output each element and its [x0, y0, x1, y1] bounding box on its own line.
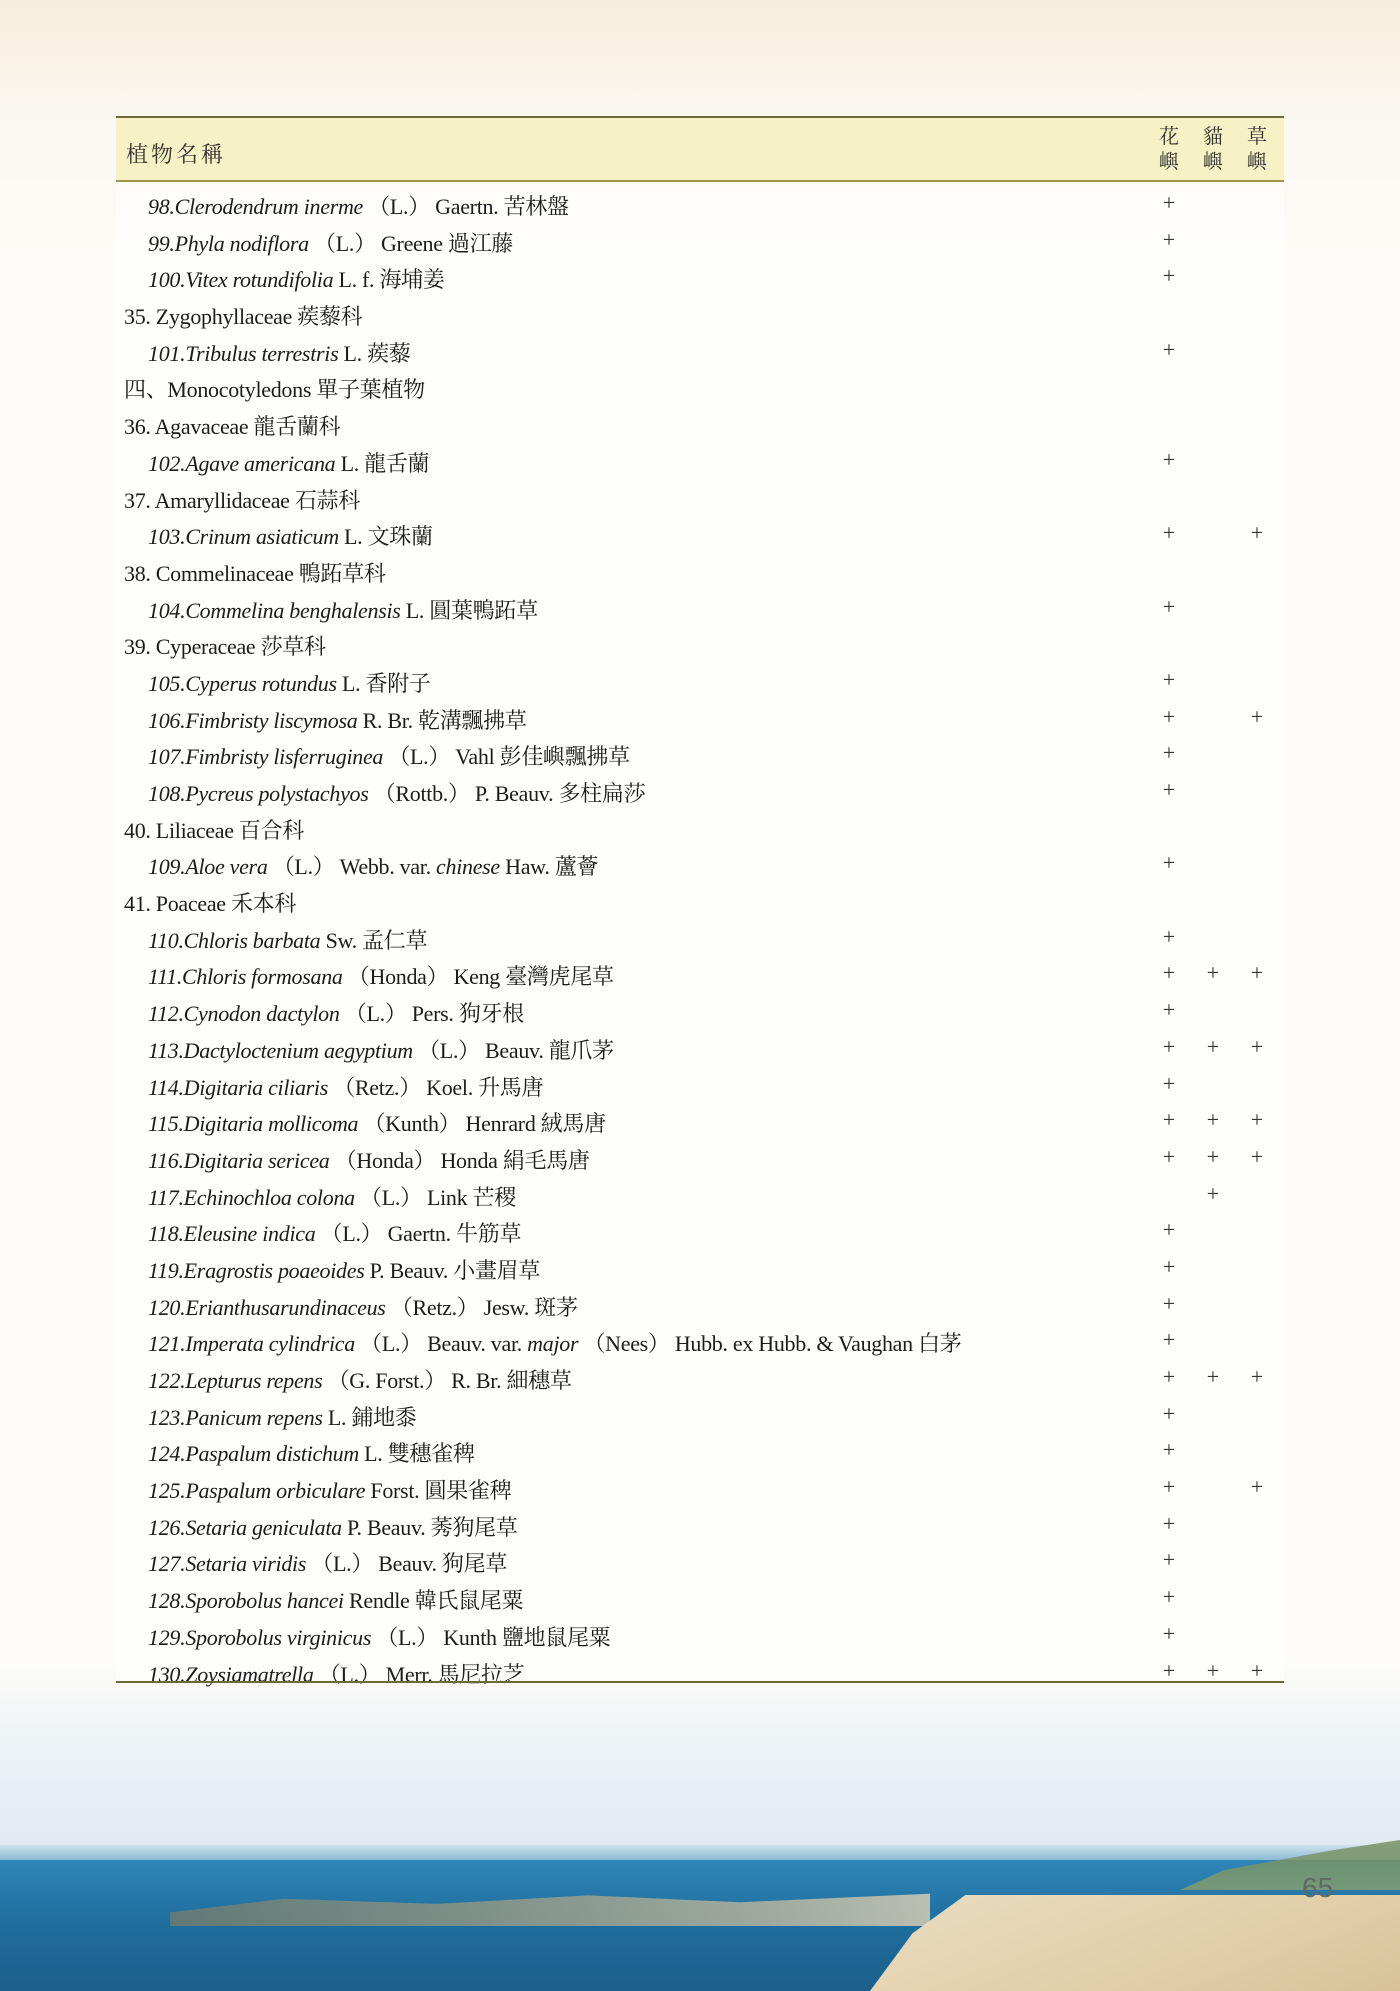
- chinese-name: 斑茅: [534, 1294, 578, 1320]
- species-row: [116, 661, 1284, 698]
- author: （Kunth） Henrard: [363, 1111, 536, 1137]
- family-row: [116, 808, 1284, 845]
- scientific-name: Paspalum distichum: [185, 1441, 359, 1467]
- species-number: 117.: [148, 1184, 184, 1210]
- author: （L.） Webb. var.: [272, 854, 431, 880]
- scientific-name: Cynodon dactylon: [183, 1001, 340, 1027]
- species-row: [116, 221, 1284, 258]
- variety-name: chinese: [436, 854, 500, 880]
- species-row: [116, 1431, 1284, 1468]
- presence-mark-caoyu: +: [1250, 1657, 1264, 1683]
- family-name: 39. Cyperaceae 莎草科: [124, 634, 326, 660]
- scientific-name: Clerodendrum inerme: [174, 194, 364, 219]
- species-name: [148, 594, 538, 625]
- chinese-name: 香附子: [365, 670, 431, 696]
- table-header: [116, 116, 1284, 182]
- chinese-name: 文珠蘭: [367, 524, 433, 550]
- species-number: 106.: [148, 707, 186, 733]
- author: L.: [341, 670, 361, 696]
- author: Forst.: [370, 1478, 420, 1504]
- family-name: 40. Liliaceae 百合科: [124, 817, 304, 843]
- scientific-name: Sporobolus virginicus: [185, 1624, 372, 1650]
- species-row: [116, 1211, 1284, 1248]
- species-row: [116, 1138, 1284, 1175]
- species-name: [148, 740, 630, 771]
- col-header-maoyu: 貓嶼: [1203, 126, 1223, 173]
- scientific-name: Imperata cylindrica: [185, 1331, 355, 1357]
- author: （L.） Link: [360, 1184, 468, 1210]
- presence-mark-huayu: +: [1162, 1400, 1176, 1426]
- presence-mark-huayu: +: [1162, 1364, 1176, 1389]
- family-row: [116, 404, 1284, 441]
- species-number: 105.: [148, 670, 186, 696]
- species-name: [148, 704, 527, 735]
- species-number: 101.: [148, 340, 186, 366]
- species-number: 113.: [148, 1037, 184, 1063]
- presence-mark-huayu: +: [1162, 1437, 1176, 1463]
- presence-mark-huayu: +: [1162, 1253, 1176, 1279]
- scientific-name: Erianthusarundinaceus: [185, 1294, 386, 1320]
- species-name: [148, 924, 427, 955]
- family-row: [116, 478, 1284, 515]
- presence-mark-caoyu: +: [1250, 520, 1264, 546]
- presence-mark-huayu: +: [1162, 263, 1176, 289]
- presence-mark-maoyu: +: [1206, 1180, 1220, 1206]
- presence-mark-huayu: +: [1162, 1620, 1176, 1646]
- author: L.: [340, 450, 359, 476]
- chinese-name: 狗尾草: [441, 1551, 508, 1577]
- family-row: [116, 367, 1284, 404]
- scientific-name: Lepturus repens: [185, 1368, 323, 1393]
- chinese-name: 孟仁草: [362, 927, 428, 953]
- scientific-name: Crinum asiaticum: [185, 524, 339, 550]
- presence-mark-huayu: +: [1162, 1070, 1176, 1096]
- author: （L.） Beauv. var.: [360, 1331, 522, 1357]
- scientific-name: Phyla nodiflora: [174, 230, 309, 256]
- presence-mark-huayu: +: [1162, 226, 1176, 252]
- chinese-name: 細穗草: [506, 1368, 572, 1393]
- author: （L.） Kunth: [376, 1624, 497, 1650]
- species-name: [148, 1511, 517, 1542]
- chinese-name: 過江藤: [447, 230, 513, 256]
- presence-mark-huayu: +: [1162, 1510, 1176, 1536]
- presence-mark-caoyu: +: [1250, 1143, 1264, 1169]
- species-name: [148, 850, 598, 881]
- variety-author: Haw.: [505, 854, 550, 880]
- author: （Rottb.） P. Beauv.: [373, 781, 554, 806]
- scientific-name: Vitex rotundifolia: [185, 267, 334, 293]
- scientific-name: Setaria viridis: [185, 1551, 307, 1577]
- species-name: [148, 1364, 572, 1395]
- species-number: 112.: [148, 1001, 184, 1027]
- author: （L.） Vahl: [388, 744, 495, 770]
- species-row: [116, 1101, 1284, 1138]
- scientific-name: Eleusine indica: [183, 1221, 316, 1247]
- species-number: 103.: [148, 524, 186, 550]
- presence-mark-huayu: +: [1162, 446, 1176, 472]
- presence-mark-huayu: +: [1162, 666, 1176, 692]
- species-row: [116, 991, 1284, 1028]
- col-header-caoyu: 草嶼: [1247, 126, 1267, 173]
- species-row: [116, 1248, 1284, 1285]
- author: L.: [343, 340, 362, 366]
- chinese-name: 芒稷: [472, 1184, 516, 1210]
- author: P. Beauv.: [347, 1514, 426, 1540]
- author: （L.） Gaertn.: [320, 1221, 451, 1247]
- species-name: [148, 1217, 521, 1248]
- chinese-name: 韓氏鼠尾粟: [414, 1588, 524, 1614]
- variety-name: major: [527, 1331, 579, 1357]
- species-number: 124.: [148, 1441, 186, 1467]
- species-row: [116, 1321, 1284, 1358]
- species-name: [148, 1401, 417, 1432]
- family-name: 38. Commelinaceae 鴨跖草科: [124, 560, 386, 586]
- presence-mark-caoyu: +: [1250, 703, 1264, 729]
- species-row: [116, 918, 1284, 955]
- species-name: [148, 1034, 614, 1065]
- species-name: [148, 1291, 578, 1322]
- author: L.: [327, 1404, 347, 1430]
- scientific-name: Digitaria mollicoma: [183, 1111, 359, 1137]
- plant-name-header: 植物名稱: [126, 142, 227, 167]
- species-row: [116, 954, 1284, 991]
- species-name: [148, 1547, 507, 1578]
- species-number: 116.: [148, 1147, 184, 1173]
- species-number: 121.: [148, 1331, 186, 1357]
- presence-mark-huayu: +: [1162, 997, 1176, 1023]
- scientific-name: Fimbristy liscymosa: [185, 707, 358, 733]
- presence-mark-caoyu: +: [1250, 1364, 1264, 1389]
- species-number: 102.: [148, 450, 186, 476]
- presence-mark-huayu: +: [1162, 1327, 1176, 1353]
- scientific-name: Panicum repens: [185, 1404, 323, 1430]
- species-row: [116, 1468, 1284, 1505]
- author: （G. Forst.） R. Br.: [327, 1368, 502, 1393]
- presence-mark-maoyu: +: [1206, 1033, 1220, 1059]
- scientific-name: Sporobolus hancei: [185, 1588, 344, 1614]
- chinese-name: 絨馬唐: [540, 1111, 606, 1137]
- species-name: [148, 1584, 523, 1615]
- species-number: 100.: [148, 267, 186, 293]
- species-number: 115.: [148, 1111, 184, 1137]
- presence-mark-huayu: +: [1162, 1290, 1176, 1316]
- species-number: 127.: [148, 1551, 186, 1577]
- author: （Retz.） Koel.: [333, 1074, 473, 1100]
- chinese-name: 龍舌蘭: [364, 450, 430, 476]
- author: （Honda） Honda: [334, 1147, 498, 1173]
- author: （L.） Beauv.: [311, 1551, 437, 1577]
- presence-mark-huayu: +: [1162, 520, 1176, 546]
- chinese-name: 乾溝飄拂草: [418, 707, 527, 733]
- presence-mark-huayu: +: [1162, 740, 1176, 766]
- presence-mark-huayu: +: [1162, 923, 1176, 949]
- species-name: [148, 777, 645, 808]
- species-row: [116, 1358, 1284, 1395]
- species-row: [116, 441, 1284, 478]
- col-header-huayu: 花嶼: [1159, 126, 1179, 173]
- scientific-name: Chloris barbata: [183, 927, 321, 953]
- scientific-name: Chloris formosana: [182, 964, 343, 990]
- species-name: [148, 190, 569, 221]
- author: （L.） Merr.: [318, 1661, 433, 1687]
- species-row: [116, 1615, 1284, 1652]
- species-row: [116, 1065, 1284, 1102]
- species-name: [148, 1474, 511, 1505]
- chinese-name: 海埔姜: [379, 267, 445, 293]
- presence-mark-huayu: +: [1162, 1143, 1176, 1169]
- presence-mark-huayu: +: [1162, 1657, 1176, 1683]
- family-name: 41. Poaceae 禾本科: [124, 891, 297, 917]
- family-row: [116, 294, 1284, 331]
- species-row: [116, 1028, 1284, 1065]
- author: （Honda） Keng: [347, 964, 501, 990]
- chinese-name: 莠狗尾草: [430, 1514, 518, 1540]
- presence-mark-caoyu: +: [1250, 1033, 1264, 1059]
- species-row: [116, 1541, 1284, 1578]
- species-name: [148, 1327, 961, 1358]
- presence-mark-huayu: +: [1162, 850, 1176, 876]
- species-row: [116, 1395, 1284, 1432]
- chinese-name: 龍爪茅: [548, 1037, 614, 1063]
- chinese-name: 小畫眉草: [453, 1257, 541, 1283]
- chinese-name: 蒺藜: [367, 340, 411, 366]
- presence-mark-caoyu: +: [1250, 960, 1264, 986]
- scientific-name: Echinochloa colona: [183, 1184, 355, 1210]
- scientific-name: Eragrostis poaeoides: [183, 1257, 365, 1283]
- species-number: 99.: [148, 230, 175, 256]
- chinese-name: 苦林盤: [503, 194, 569, 219]
- species-name: [148, 337, 411, 368]
- species-number: 118.: [148, 1221, 184, 1247]
- scientific-name: Cyperus rotundus: [185, 670, 337, 696]
- scientific-name: Tribulus terrestris: [185, 340, 339, 366]
- species-row: [116, 184, 1284, 221]
- family-row: [116, 881, 1284, 918]
- species-number: 120.: [148, 1294, 186, 1320]
- family-name: 35. Zygophyllaceae 蒺藜科: [124, 304, 363, 330]
- beach-decoration: [870, 1895, 1400, 1991]
- author: Sw.: [325, 927, 357, 953]
- scientific-name: Digitaria ciliaris: [183, 1074, 329, 1100]
- chinese-name: 白茅: [918, 1331, 962, 1357]
- species-name: [148, 447, 429, 478]
- author: （L.） Pers.: [344, 1001, 454, 1027]
- scientific-name: Commelina benghalensis: [185, 597, 401, 623]
- species-number: 128.: [148, 1588, 186, 1614]
- chinese-name: 臺灣虎尾草: [505, 964, 614, 990]
- author: L.: [364, 1441, 383, 1467]
- chinese-name: 牛筋草: [456, 1221, 522, 1247]
- author: P. Beauv.: [369, 1257, 449, 1283]
- species-number: 107.: [148, 744, 186, 770]
- family-name: 36. Agavaceae 龍舌蘭科: [124, 414, 341, 440]
- scientific-name: Digitaria sericea: [183, 1147, 330, 1173]
- chinese-name: 狗牙根: [458, 1001, 524, 1027]
- presence-mark-maoyu: +: [1206, 960, 1220, 986]
- author: （L.） Gaertn.: [368, 194, 499, 219]
- species-row: [116, 698, 1284, 735]
- chinese-name: 多柱扁莎: [558, 781, 646, 806]
- scientific-name: Zoysiamatrella: [185, 1661, 314, 1687]
- chinese-name: 鋪地黍: [351, 1404, 417, 1430]
- species-row: [116, 771, 1284, 808]
- species-row: [116, 257, 1284, 294]
- species-name: [148, 667, 431, 698]
- species-name: [148, 1658, 524, 1689]
- family-name: 37. Amaryllidaceae 石蒜科: [124, 487, 360, 513]
- species-number: 125.: [148, 1478, 186, 1504]
- presence-mark-maoyu: +: [1206, 1107, 1220, 1133]
- chinese-name: 鹽地鼠尾粟: [501, 1624, 611, 1650]
- presence-mark-maoyu: +: [1206, 1364, 1220, 1389]
- family-name: 四、Monocotyledons 單子葉植物: [124, 377, 425, 403]
- species-name: [148, 520, 433, 551]
- chinese-name: 圓果雀稗: [424, 1478, 512, 1504]
- author: L.: [344, 524, 363, 550]
- species-row: [116, 331, 1284, 368]
- chinese-name: 彭佳嶼飄拂草: [499, 744, 630, 770]
- species-name: [148, 263, 445, 294]
- species-row: [116, 734, 1284, 771]
- species-number: 114.: [148, 1074, 184, 1100]
- species-number: 129.: [148, 1624, 186, 1650]
- scientific-name: Aloe vera: [185, 854, 268, 880]
- scientific-name: Pycreus polystachyos: [185, 781, 369, 806]
- species-number: 109.: [148, 854, 186, 880]
- species-name: [148, 1107, 606, 1138]
- presence-mark-maoyu: +: [1206, 1657, 1220, 1683]
- author: L.: [405, 597, 425, 623]
- variety-author: （Nees） Hubb. ex Hubb. & Vaughan: [583, 1331, 913, 1357]
- scientific-name: Setaria geniculata: [185, 1514, 342, 1540]
- presence-mark-huayu: +: [1162, 190, 1176, 215]
- scientific-name: Agave americana: [185, 450, 336, 476]
- scientific-name: Dactyloctenium aegyptium: [183, 1037, 413, 1063]
- presence-mark-huayu: +: [1162, 777, 1176, 802]
- species-number: 122.: [148, 1368, 186, 1393]
- chinese-name: 圓葉鴨跖草: [429, 597, 538, 623]
- presence-mark-huayu: +: [1162, 1584, 1176, 1610]
- presence-mark-caoyu: +: [1250, 1107, 1264, 1133]
- presence-mark-huayu: +: [1162, 1107, 1176, 1133]
- author: （L.） Greene: [314, 230, 443, 256]
- family-row: [116, 624, 1284, 661]
- species-name: [148, 1437, 475, 1468]
- scientific-name: Paspalum orbiculare: [185, 1478, 366, 1504]
- author: （Retz.） Jesw.: [390, 1294, 530, 1320]
- chinese-name: 馬尼拉芝: [437, 1661, 525, 1687]
- family-row: [116, 551, 1284, 588]
- presence-mark-huayu: +: [1162, 336, 1176, 362]
- species-name: [148, 1071, 543, 1102]
- species-name: [148, 960, 614, 991]
- species-row: [116, 514, 1284, 551]
- presence-mark-caoyu: +: [1250, 1474, 1264, 1500]
- species-row: [116, 1285, 1284, 1322]
- species-number: 104.: [148, 597, 186, 623]
- author: （L.） Beauv.: [418, 1037, 544, 1063]
- chinese-name: 升馬唐: [478, 1074, 544, 1100]
- species-row: [116, 1578, 1284, 1615]
- author: Rendle: [348, 1588, 410, 1614]
- species-name: [148, 997, 524, 1028]
- species-number: 110.: [148, 927, 184, 953]
- species-name: [148, 1144, 590, 1175]
- presence-mark-huayu: +: [1162, 593, 1176, 619]
- species-number: 123.: [148, 1404, 186, 1430]
- species-name: [148, 1181, 516, 1212]
- species-name: [148, 1254, 540, 1285]
- species-row: [116, 844, 1284, 881]
- species-name: [148, 1621, 610, 1652]
- presence-mark-huayu: +: [1162, 960, 1176, 986]
- author: R. Br.: [362, 707, 413, 733]
- table-bottom-rule: [116, 1681, 1284, 1683]
- species-row: [116, 588, 1284, 625]
- presence-mark-huayu: +: [1162, 1547, 1176, 1573]
- chinese-name: 蘆薈: [554, 854, 599, 880]
- chinese-name: 絹毛馬唐: [502, 1147, 590, 1173]
- species-number: 130.: [148, 1661, 186, 1687]
- species-number: 126.: [148, 1514, 186, 1540]
- presence-mark-huayu: +: [1162, 1474, 1176, 1500]
- presence-mark-huayu: +: [1162, 1217, 1176, 1243]
- author: L. f.: [338, 267, 375, 293]
- chinese-name: 雙穗雀稗: [387, 1441, 475, 1467]
- species-row: [116, 1175, 1284, 1212]
- species-number: 108.: [148, 781, 186, 806]
- presence-mark-huayu: +: [1162, 703, 1176, 729]
- species-number: 119.: [148, 1257, 184, 1283]
- species-number: 111.: [148, 964, 183, 990]
- plant-list: [116, 184, 1284, 1688]
- scientific-name: Fimbristy lisferruginea: [185, 744, 384, 770]
- presence-mark-huayu: +: [1162, 1033, 1176, 1059]
- presence-mark-maoyu: +: [1206, 1143, 1220, 1169]
- species-number: 98.: [148, 194, 175, 219]
- species-row: [116, 1505, 1284, 1542]
- page-number: 65: [1302, 1872, 1334, 1903]
- species-name: [148, 227, 513, 258]
